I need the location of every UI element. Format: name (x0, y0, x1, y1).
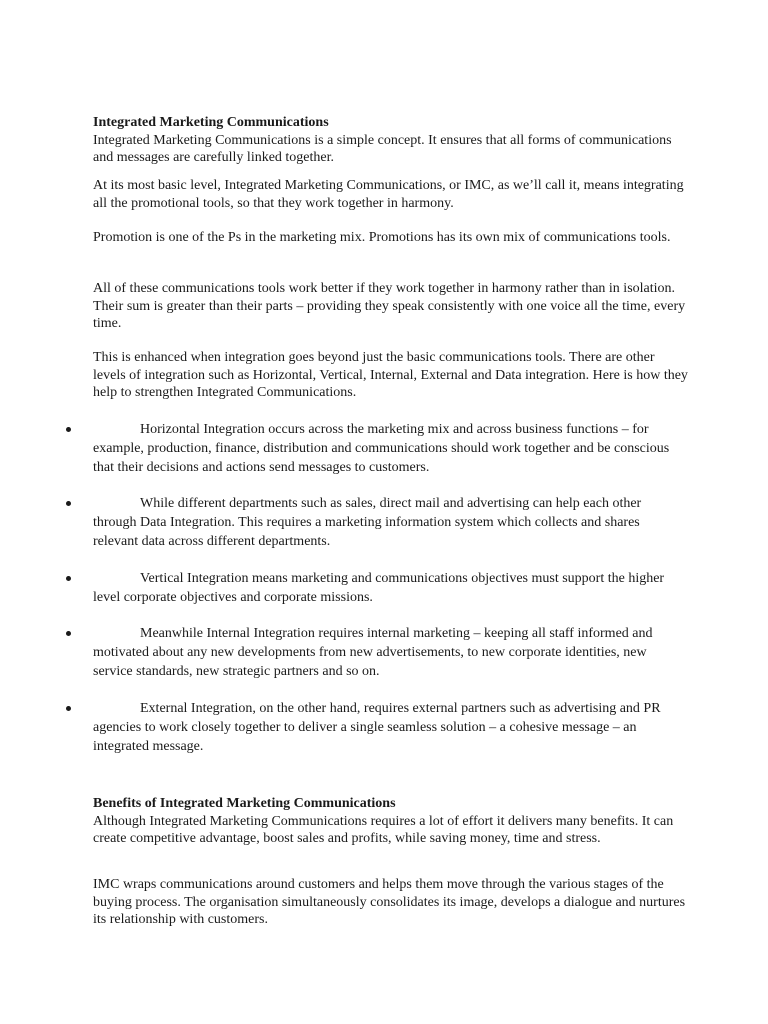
bullet-icon (66, 576, 71, 581)
section-intro: Integrated Marketing Communications is a simple concept. It ensures that all forms of communications and messages are carefully linked together. (93, 132, 672, 165)
bullet-text-external: External Integration, on the other hand, requires external partners such as advertising and PR agencies to work closely together to deliver a single seamless solution – a cohesive message – an integrated message. (93, 701, 661, 754)
section-heading: Integrated Marketing Communications (93, 115, 329, 130)
bullet-icon (66, 501, 71, 506)
section-benefits (93, 795, 688, 848)
bullet-icon (66, 427, 71, 432)
paragraph-imc-customers: IMC wraps communications around customers and helps them move through the various stages of the buying process. The organisation simultaneously consolidates its image, develops a dialogue and nurtures its relationship with customers. (93, 877, 686, 927)
paragraph-promotion: Promotion is one of the Ps in the marketing mix. Promotions has its own mix of communications tools. (93, 230, 671, 245)
bullet-text-internal: Meanwhile Internal Integration requires internal marketing – keeping all staff informed and motivated about any new developments from new advertisements, to new corporate identities, new service standards, new strategic partners and so on. (93, 626, 653, 679)
bullet-icon (66, 631, 71, 636)
paragraph-integration-levels: This is enhanced when integration goes beyond just the basic communications tools. There are other levels of integration such as Horizontal, Vertical, Internal, External and Data integration. Here is how they help to strengthen Integrated Communications. (93, 350, 688, 400)
paragraph-harmony: All of these communications tools work better if they work together in harmony rather than in isolation. Their sum is greater than their parts – providing they speak consistently with one voice all the time, every time. (93, 281, 686, 331)
section-imc (93, 114, 688, 167)
bullet-icon (66, 706, 71, 711)
section-intro: Although Integrated Marketing Communications requires a lot of effort it delivers many benefits. It can create competitive advantage, boost sales and profits, while saving money, time and stress. (93, 813, 674, 846)
bullet-text-vertical: Vertical Integration means marketing and communications objectives must support the higher level corporate objectives and corporate missions. (93, 571, 665, 605)
bullet-text-horizontal: Horizontal Integration occurs across the marketing mix and across business functions – for example, production, finance, distribution and communications should work together and be conscious that their decisions and actions send messages to customers. (93, 422, 670, 475)
paragraph-basic-level: At its most basic level, Integrated Marketing Communications, or IMC, as we’ll call it, means integrating all the promotional tools, so that they work together in harmony. (93, 178, 684, 211)
bullet-text-data: While different departments such as sales, direct mail and advertising can help each other through Data Integration. This requires a marketing information system which collects and shares relevant data across different departments. (93, 496, 642, 549)
section-heading: Benefits of Integrated Marketing Communications (93, 796, 396, 811)
